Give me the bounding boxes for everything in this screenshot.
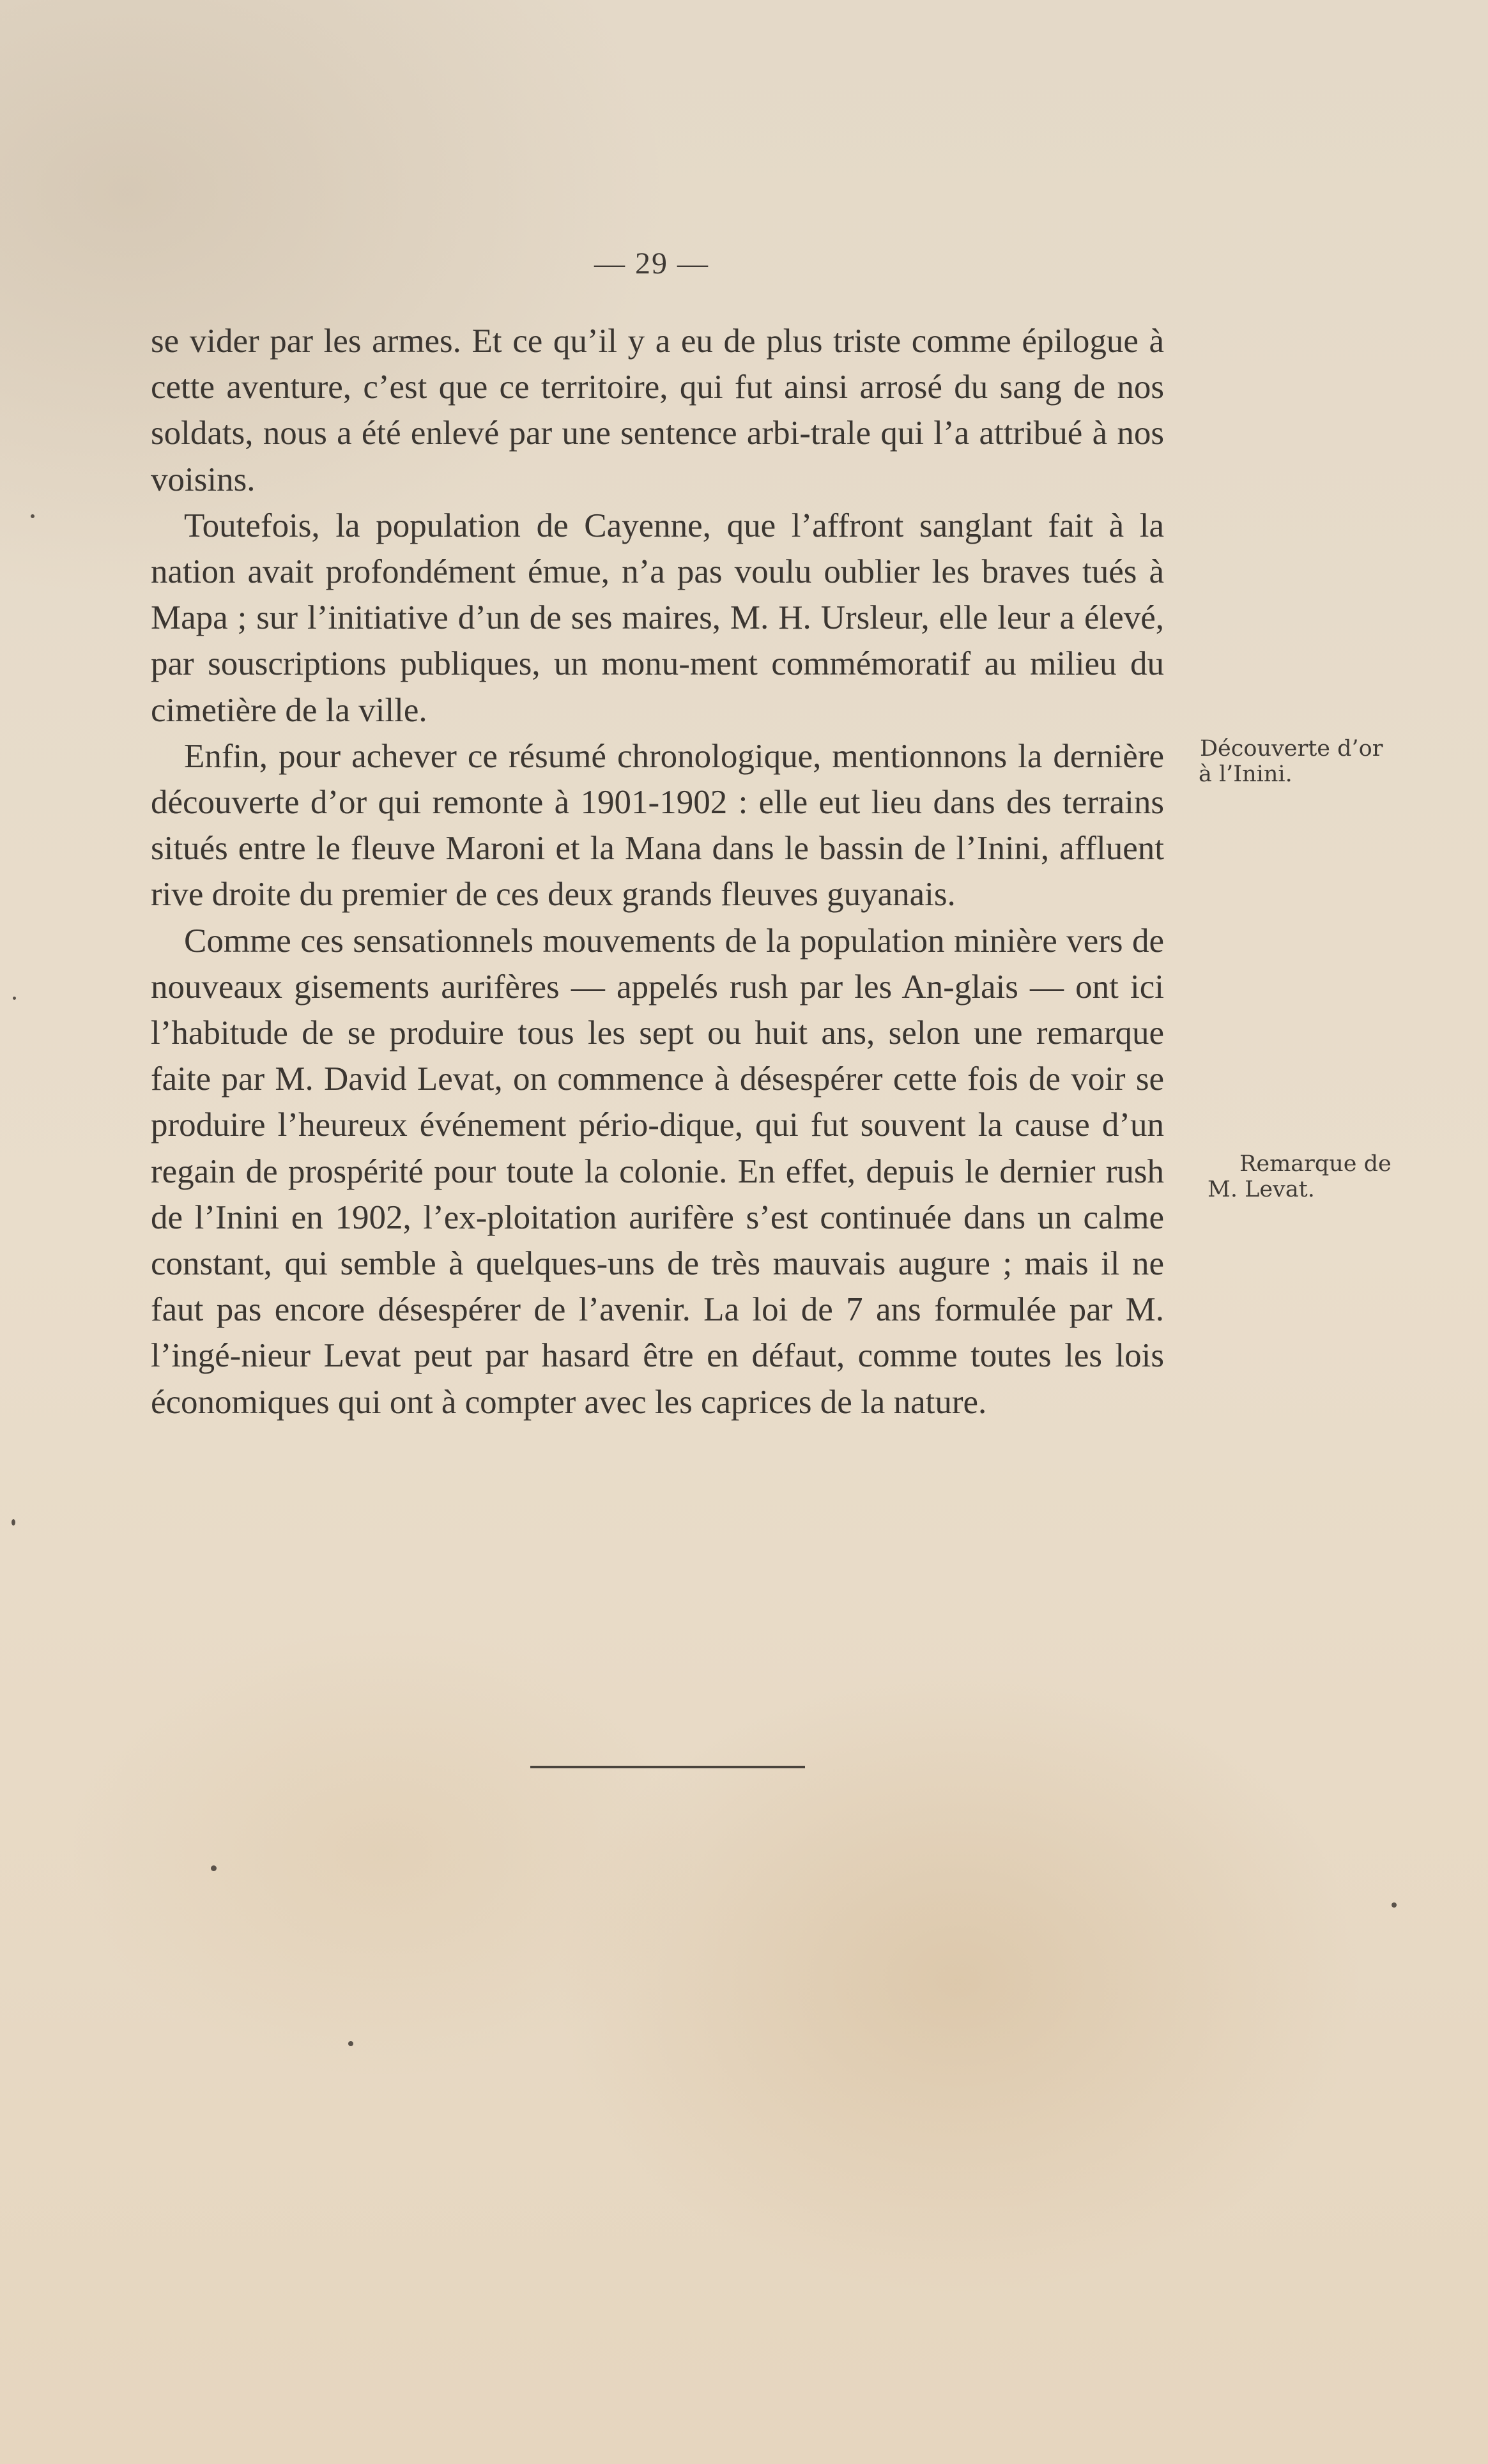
- body-text: [151, 318, 1164, 1425]
- margin-note-levat: [1208, 1151, 1392, 1202]
- paper-speck: [211, 1865, 217, 1871]
- paper-speck: [13, 997, 16, 1000]
- paper-speck: [31, 514, 35, 518]
- paragraph: se vider par les armes. Et ce qu’il y a eu de plus triste comme épilogue à cette aventure, c’est que ce territoire, qui fut ainsi arrosé du sang de nos soldats, nous a été enlevé par une sentence arbi-trale qui l’a attribué à nos voisins.: [151, 323, 1164, 498]
- paper-speck: [1392, 1902, 1397, 1908]
- paragraph: Toutefois, la population de Cayenne, que l’affront sanglant fait à la nation avait profondément émue, n’a pas voulu oublier les braves tués à Mapa ; sur l’initiative d’un de ses maires, M. H. Ursleur, elle leur a élevé, par souscriptions publiques, un monu-ment commémoratif au milieu du cimetière de la ville.: [151, 507, 1164, 729]
- paragraph: Enfin, pour achever ce résumé chronologique, mentionnons la dernière découverte d’or qui remonte à 1901-1902 : elle eut lieu dans des terrains situés entre le fleuve Maroni et la Mana dans le bassin de l’Inini, affluent rive droite du premier de ces deux grands fleuves guyanais.: [151, 737, 1164, 914]
- margin-note-line: Remarque de: [1239, 1151, 1392, 1177]
- margin-note-line: Découverte d’or: [1200, 736, 1383, 761]
- margin-note-line: M. Levat.: [1208, 1177, 1315, 1202]
- paper-speck: [12, 1519, 15, 1526]
- paper-speck: [348, 2041, 353, 2046]
- section-divider-rule: [530, 1766, 805, 1768]
- paragraph: Comme ces sensationnels mouvements de la population minière vers de nouveaux gisements aurifères — appelés rush par les An-glais — ont ici l’habitude de se produire tous les sept ou huit ans, selon une remarque faite par M. David Levat, on commence à désespérer cette fois de voir se produire l’heureux événement pério-dique, qui fut souvent la cause d’un regain de prospérité pour toute la colonie. En effet, depuis le dernier rush de l’Inini en 1902, l’ex-ploitation aurifère s’est continuée dans un calme constant, qui semble à quelques-uns de très mauvais augure ; mais il ne faut pas encore désespérer de l’avenir. La loi de 7 ans formulée par M. l’ingé-nieur Levat peut par hasard être en défaut, comme toutes les lois économiques qui ont à compter avec les caprices de la nature.: [151, 922, 1164, 1421]
- margin-note-discovery: [1200, 736, 1383, 787]
- page-number: — 29 —: [594, 247, 709, 280]
- margin-note-line: à l’Inini.: [1199, 761, 1292, 787]
